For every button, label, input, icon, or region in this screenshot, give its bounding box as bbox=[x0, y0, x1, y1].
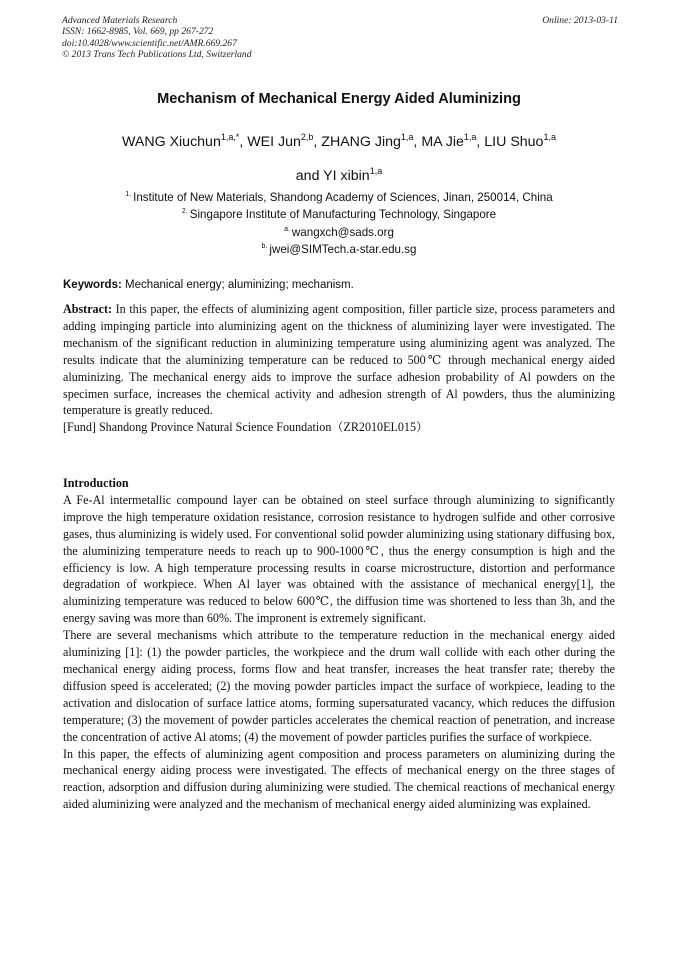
paper-title: Mechanism of Mechanical Energy Aided Aluminizing bbox=[157, 91, 521, 107]
body-paragraph: There are several mechanisms which attribute to the temperature reduction in the mechanical energy aided aluminizing [1]: (1) the powder particles, the workpiece and the drum wall collide with each other during the mechanical energy aiding process, forms flow and heat transfer, increases the heat transfer rate; thereby the diffusion speed is accelerated; (2) the moving powder particles impact the surface of workpiece, leading to the activation and dislocation of surface lattice atoms, forming supersaturated vacancy, which reduces the diffusion temperature; (3) the movement of powder particles accelerates the chemical reaction of penetration, and increase the concentration of active Al atoms; (4) the movement of powder particles purifies the surface of workpiece. bbox=[63, 628, 615, 744]
online-date: Online: 2013-03-11 bbox=[542, 15, 618, 26]
author-superscript: 1,a bbox=[369, 166, 383, 176]
keywords-line bbox=[63, 279, 615, 291]
copyright-line: © 2013 Trans Tech Publications Ltd, Switzerland bbox=[62, 49, 252, 61]
author-name: ZHANG Jing bbox=[321, 134, 401, 150]
section-heading: Introduction bbox=[63, 476, 129, 490]
author-name: WEI Jun bbox=[247, 134, 301, 150]
journal-name: Advanced Materials Research bbox=[62, 15, 178, 26]
body-paragraph: A Fe-Al intermetallic compound layer can be obtained on steel surface through aluminizing to significantly improve the high temperature oxidation resistance, corrosion resistance to hydrogen sulfide and other corrosive gases, thus aluminizing is widely used. For conventional solid powder aluminizing using stationary diffusing box, the aluminizing temperature needs to reach up to 900-1000℃, thus the energy consumption is high and the efficiency is low. A high temperature processing results in coarse microstructure, distortion and performance degradation of workpiece. When Al layer was obtained with the assistance of mechanical energy[1], the aluminizing temperature was reduced to below 600℃, the diffusion time was shortened to less than 3h, and the energy saving was more than 60%. The impronent is extremely significant. bbox=[63, 492, 615, 626]
author-name: LIU Shuo bbox=[484, 134, 544, 150]
abstract-block bbox=[63, 301, 615, 436]
fund-line: [Fund] Shandong Province Natural Science Foundation（ZR2010EL015） bbox=[63, 420, 429, 435]
author-superscript: 1,a bbox=[543, 132, 556, 142]
affiliation-line: $^{1.}$ Institute of New Materials, Shandong Academy of Sciences, Jinan, 250014, China bbox=[125, 191, 553, 204]
keywords-text: Mechanical energy; aluminizing; mechanism. bbox=[125, 279, 354, 291]
keywords-label: Keywords: bbox=[63, 279, 122, 291]
email-line: $^{b.}$ jwei@SIMTech.a-star.edu.sg bbox=[261, 242, 417, 256]
journal-header bbox=[62, 15, 618, 61]
doi-line: doi:10.4028/www.scientific.net/AMR.669.267 bbox=[62, 37, 237, 49]
affiliation-line: $^{2.}$ Singapore Institute of Manufacturing Technology, Singapore bbox=[181, 208, 497, 222]
abstract-text: In this paper, the effects of aluminizing agent composition, filler particle size, process parameters and adding impinging particle into aluminizing agent on the thickness of aluminizing layer were investigated. The mechanism of the significant reduction in aluminizing temperature using aluminizing agent was analyzed. The results indicate that the aluminizing temperature can be reduced to 500℃ through mechanical energy aided aluminizing. The mechanical energy aids to improve the surface adhesion probability of Al powders on the specimen surface, increases the chemical activity and adhesion strength of Al powders, thus the aluminizing temperature is greatly reduced. bbox=[63, 302, 615, 418]
abstract-paragraph bbox=[63, 301, 615, 419]
author-name: MA Jie bbox=[421, 134, 464, 150]
author-superscript: 1,a bbox=[400, 132, 414, 142]
affiliation-list bbox=[0, 189, 678, 258]
author-superscript: 2,b bbox=[300, 132, 314, 142]
author-superscript: 1,a,* bbox=[220, 132, 240, 142]
body-paragraph: In this paper, the effects of aluminizing agent composition and process parameters on aluminizing during the mechanical energy aiding process were investigated. The effects of mechanical energy on the three stages of reaction, adsorption and diffusion during aluminizing were studied. The chemical reactions of mechanical energy aided aluminizing were analyzed and the mechanism of mechanical energy aided aluminizing was explained. bbox=[63, 746, 615, 812]
author-list bbox=[40, 125, 638, 193]
author-line-1: WANG Xiuchun$^{1,a,*}$, WEI Jun$^{2,b}$, ZHANG Jing$^{1,a}$, MA Jie$^{1,a}$, LIU Shuo$^{1,a}$ bbox=[122, 132, 556, 150]
abstract-label: Abstract: bbox=[63, 302, 113, 316]
author-superscript: 1,a bbox=[463, 132, 477, 142]
author-name: WANG Xiuchun bbox=[122, 134, 221, 150]
email-line: $^{a.}$ wangxch@sads.org bbox=[284, 225, 394, 239]
introduction-section bbox=[63, 475, 615, 813]
issn-line: ISSN: 1662-8985, Vol. 669, pp 267-272 bbox=[62, 26, 214, 38]
author-name: and YI xibin bbox=[295, 168, 370, 184]
author-line-2 bbox=[40, 159, 638, 193]
